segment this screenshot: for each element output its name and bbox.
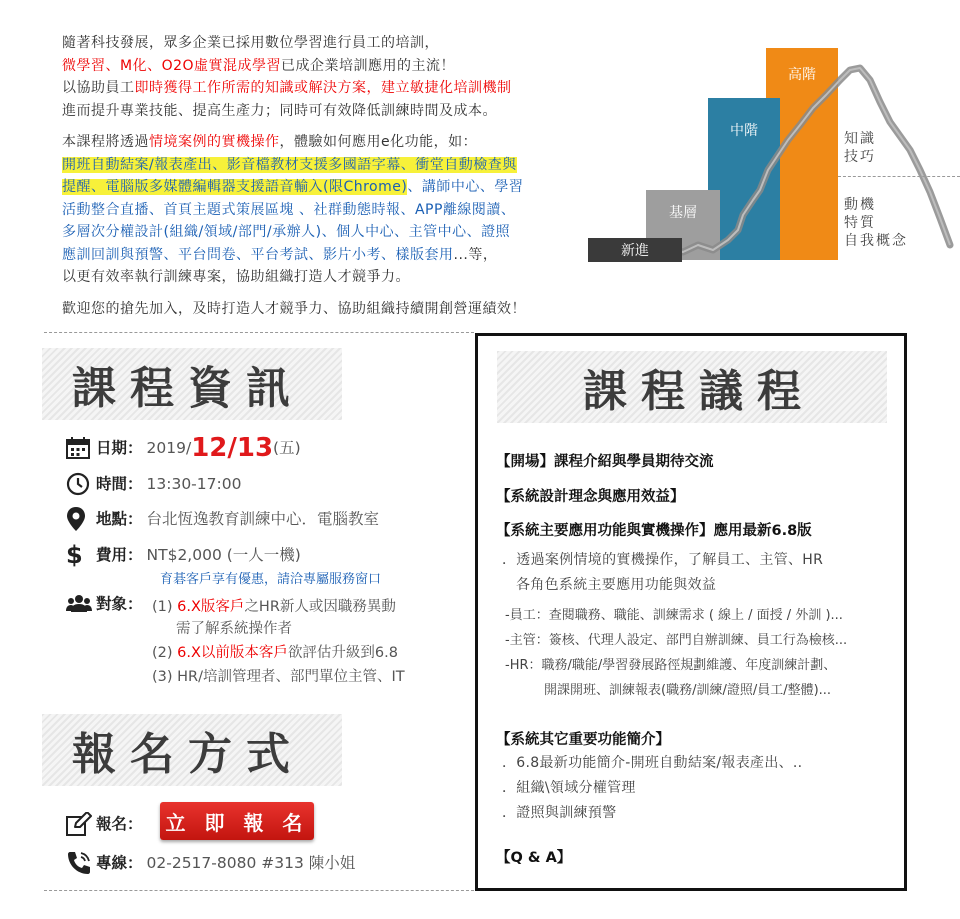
label-line: 自我概念 (844, 233, 908, 249)
intro-line (62, 244, 592, 267)
intro-line (62, 55, 592, 78)
location-row (66, 507, 379, 531)
fee-value: NT$2,000 (一人一機) (146, 546, 301, 564)
agenda-heading: 【系統設計理念與應用效益】 (496, 489, 685, 505)
date-weekday: (五) (273, 439, 301, 457)
intro-line (62, 221, 592, 244)
feature-text: 應訓回訓與預警、平台問卷、平台考試、影片小考、樣版套用 (62, 246, 454, 263)
target-item (152, 595, 396, 616)
target-label: 對象： (96, 595, 143, 613)
time-row (66, 472, 241, 496)
intro-highlight-red: 微學習、M化、O2O虛實混成學習 (62, 57, 282, 74)
iceberg-divider (838, 176, 960, 177)
time-label: 時間： (96, 475, 143, 493)
agenda-heading: 【開場】課程介紹與學員期待交流 (496, 454, 714, 470)
label-line: 知識 (844, 131, 876, 147)
target-text: 之HR新人或因職務異動 (244, 599, 396, 615)
signup-label: 報名： (96, 815, 143, 833)
location-label: 地點： (96, 510, 143, 528)
step-junior: 基層 (646, 190, 720, 260)
dollar-icon: $ (66, 541, 83, 569)
section-divider (44, 332, 474, 333)
agenda-item: 各角色系統主要應用功能與效益 (516, 577, 717, 593)
feature-highlight: 開班自動結案/報表產出、影音檔教材支援多國語字幕、衝堂自動檢查與 (62, 156, 517, 173)
agenda-heading: 【系統其它重要功能簡介】 (496, 732, 670, 748)
users-icon (66, 592, 96, 616)
fee-discount-note: 育碁客戶享有優惠，請洽專屬服務窗口 (160, 572, 382, 587)
clock-icon (66, 472, 96, 496)
target-row (66, 592, 147, 616)
date-year: 2019/ (146, 439, 192, 457)
section-divider (44, 890, 474, 891)
phone-row (66, 851, 355, 875)
target-text: 欲評估升級到6.8 (287, 645, 398, 661)
feature-text: 活動整合直播、首頁主題式策展區塊 、社群動態時報、APP離線閱讀、 (62, 201, 516, 218)
intro-line (62, 176, 592, 199)
step-senior: 高階 (766, 48, 838, 260)
agenda-subitem: 開課開班、訓練報表(職務/訓練/證照/員工/整體)... (544, 683, 832, 698)
knowledge-skills-label (844, 130, 876, 166)
agenda-banner: 課程議程 (497, 351, 887, 423)
calendar-icon (66, 436, 96, 460)
target-item (152, 641, 398, 662)
fee-row (66, 543, 301, 567)
edit-icon (66, 812, 96, 836)
label-line: 技巧 (844, 149, 876, 165)
intro-line (62, 131, 592, 154)
agenda-subitem: -HR：職務/職能/學習發展路徑規劃維護、年度訓練計劃、 (505, 658, 837, 673)
agenda-panel (475, 333, 907, 891)
intro-highlight-red: 情境案例的實機操作 (149, 134, 280, 150)
agenda-subitem: -主管：簽核、代理人設定、部門自辦訓練、員工行為檢核... (505, 633, 848, 648)
step-middle: 中階 (708, 98, 780, 260)
signup-row (66, 812, 147, 836)
target-item: (3) HR/培訓管理者、部門單位主管、IT (152, 669, 405, 685)
agenda-heading: 【系統主要應用功能與實機操作】應用最新6.8版 (496, 523, 812, 539)
intro-text: ，體驗如何應用e化功能，如： (279, 134, 478, 150)
agenda-item: ．組織\領域分權管理 (502, 780, 636, 796)
intro-line (62, 266, 592, 289)
intro-text: 以協助員工 (62, 80, 135, 96)
agenda-heading: 【Q & A】 (496, 850, 572, 866)
target-num: (2) (152, 645, 178, 661)
phone-value: 02-2517-8080 #313 陳小姐 (146, 854, 356, 872)
agenda-item: ．證照與訓練預警 (502, 805, 617, 821)
phone-label: 專線： (96, 854, 143, 872)
fee-label: 費用： (96, 546, 143, 564)
career-staircase-graphic (588, 40, 960, 270)
target-num: (1) (152, 599, 178, 615)
date-label: 日期： (96, 439, 143, 457)
intro-text: 以更有效率執行訓練專案，協助組織打造人才競爭力。 (62, 269, 410, 285)
date-day: 12/13 (191, 433, 274, 463)
intro-line (62, 77, 592, 100)
target-item-cont: 需了解系統操作者 (176, 621, 292, 637)
step-newcomer: 新進 (588, 238, 682, 262)
location-value: 台北恆逸教育訓練中心．電腦教室 (146, 510, 380, 528)
signup-banner: 報名方式 (42, 714, 342, 786)
intro-line (62, 32, 592, 55)
label-line: 特質 (844, 215, 876, 231)
course-info-banner: 課程資訊 (42, 348, 342, 420)
motivation-traits-label (844, 196, 908, 250)
target-highlight: 6.X以前版本客戶 (177, 645, 288, 661)
intro-line (62, 100, 592, 123)
time-value: 13:30-17:00 (146, 475, 242, 493)
agenda-subitem: -員工：查閱職務、職能、訓練需求 ( 線上 / 面授 / 外訓 )... (505, 608, 843, 623)
intro-text: 進而提升專業技能、提高生產力；同時可有效降低訓練時間及成本。 (62, 102, 497, 119)
agenda-item: ．6.8最新功能簡介-開班自動結案/報表產出、.. (502, 755, 803, 771)
intro-paragraph (62, 32, 592, 320)
intro-line (62, 154, 592, 177)
feature-text: 、講師中心、學習 (407, 179, 524, 195)
label-line: 動機 (844, 197, 876, 213)
agenda-item: ．透過案例情境的實機操作，了解員工、主管、HR (502, 552, 824, 568)
intro-text: ...等， (453, 246, 498, 263)
intro-line (62, 199, 592, 222)
intro-text: 已成企業培訓應用的主流！ (281, 57, 456, 74)
intro-line (62, 298, 592, 321)
phone-icon (66, 851, 96, 875)
date-row (66, 433, 301, 463)
intro-text: 歡迎您的搶先加入，及時打造人才競爭力、協助組織持續開創營運績效！ (62, 300, 526, 317)
feature-highlight: 提醒、電腦版多媒體編輯器支援語音輸入(限Chrome) (62, 179, 408, 195)
intro-text: 隨著科技發展，眾多企業已採用數位學習進行員工的培訓， (62, 35, 439, 51)
intro-text: 本課程將透過 (62, 134, 149, 150)
feature-text: 多層次分權設計(組織/領域/部門/承辦人)、個人中心、主管中心、證照 (62, 224, 511, 240)
intro-highlight-red: 即時獲得工作所需的知識或解決方案，建立敏捷化培訓機制 (134, 80, 512, 96)
target-highlight: 6.X版客戶 (177, 599, 245, 615)
register-now-button[interactable]: 立 即 報 名 (160, 802, 314, 840)
map-pin-icon (66, 507, 96, 531)
